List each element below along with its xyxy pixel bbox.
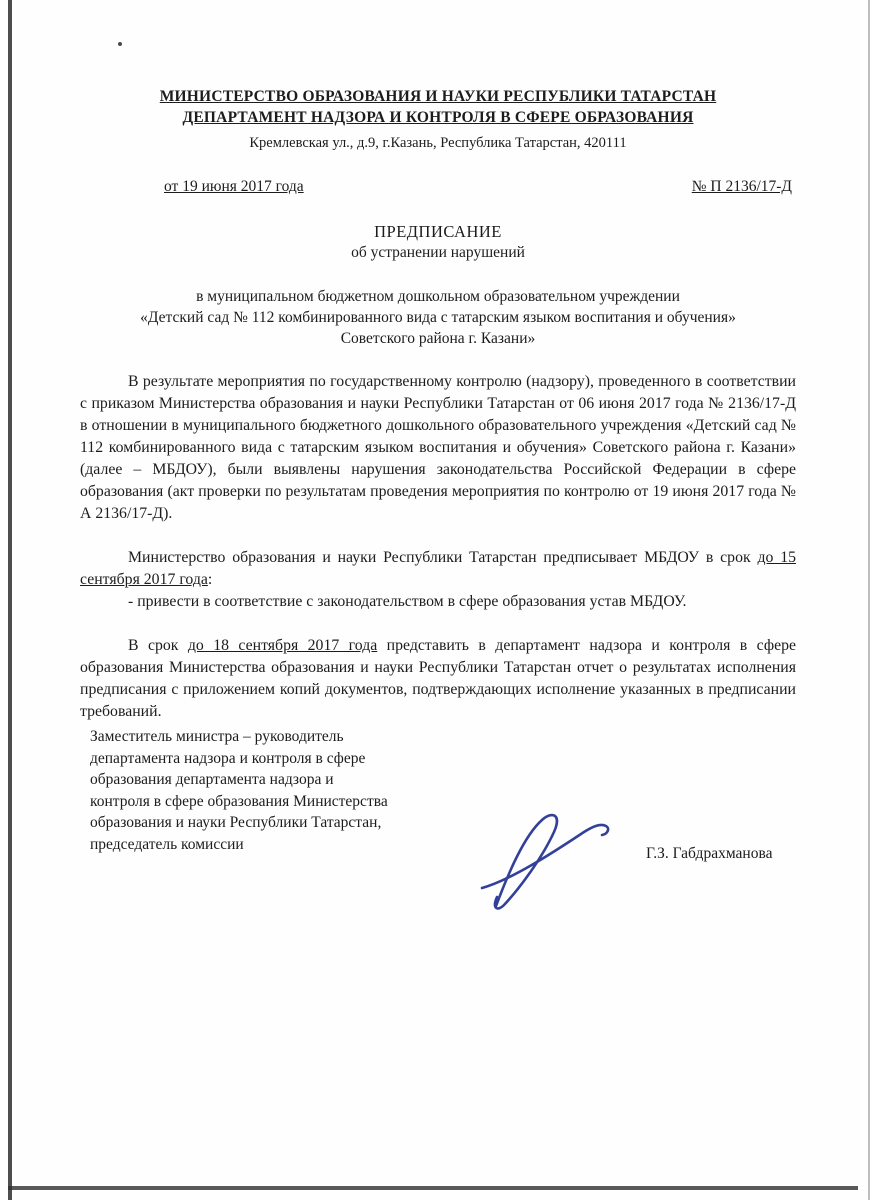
paragraph-2-lead: Министерство образования и науки Республики Татарстан предписывает МБДОУ в срок <box>128 549 758 566</box>
scan-speck <box>118 42 122 46</box>
scan-edge-right <box>868 0 870 1200</box>
scan-edge-left <box>8 0 12 1200</box>
addressee-line-2: «Детский сад № 112 комбинированного вида с татарским языком воспитания и обучения» <box>140 309 736 326</box>
address-line: Кремлевская ул., д.9, г.Казань, Республика Татарстан, 420111 <box>249 135 627 151</box>
document-number: № П 2136/17-Д <box>691 178 792 195</box>
document-subtitle: об устранении нарушений <box>351 244 525 261</box>
paragraph-3-deadline: до 18 сентября 2017 года <box>187 637 378 654</box>
scan-edge-bottom <box>8 1186 858 1190</box>
addressee-line-1: в муниципальном бюджетном дошкольном образовательном учреждении <box>196 288 680 305</box>
title-block <box>80 222 796 262</box>
paragraph-3-lead: В срок <box>128 637 188 654</box>
paragraph-2-deadline: до 15 сентября 2017 года <box>80 549 796 588</box>
document-title: ПРЕДПИСАНИЕ <box>374 222 502 241</box>
signature-scribble <box>472 808 627 913</box>
department-name: ДЕПАРТАМЕНТ НАДЗОРА И КОНТРОЛЯ В СФЕРЕ ОБРАЗОВАНИЯ <box>182 109 694 126</box>
body-paragraph-1: В результате мероприятия по государственному контролю (надзору), проведенного в соответствии с приказом Министерства образования и науки Республики Татарстан от 06 июня 2017 года № 2136/17-Д в отношении в муниципального бюджетного дошкольного образовательного учреждения «Детский сад № 112 комбинированного вида с татарским языком воспитания и обучения» Советского района г. Казани» (далее – МБДОУ), были выявлены нарушения законодательства Российской Федерации в сфере образования (акт проверки по результатам проведения мероприятия по контролю от 19 июня 2017 года № А 2136/17-Д). <box>80 373 796 522</box>
ministry-name: МИНИСТЕРСТВО ОБРАЗОВАНИЯ И НАУКИ РЕСПУБЛИКИ ТАТАРСТАН <box>159 88 717 105</box>
addressee-line-3: Советского района г. Казани» <box>340 330 536 347</box>
signatory-position: Заместитель министра – руководитель департамента надзора и контроля в сфере образования департамента надзора и контроля в сфере образования Министерства образования и науки Республики Татарстан, председатель комиссии <box>90 728 388 853</box>
addressee-block <box>80 286 796 349</box>
meta-row <box>80 178 796 196</box>
document-content <box>80 86 796 723</box>
document-header <box>80 86 796 152</box>
signatory-name: Г.З. Габдрахманова <box>646 845 773 862</box>
paragraph-3-tail: представить в департамент надзора и контроля в сфере образования Министерства образования и науки Республики Татарстан отчет о результатах исполнения предписания с приложением копий документов, подтверждающих исполнение указанных в предписании требований. <box>80 637 797 720</box>
paragraph-2-tail: : <box>207 571 213 588</box>
body-paragraph-2 <box>80 547 796 591</box>
body-paragraph-3 <box>80 635 796 723</box>
document-date: от 19 июня 2017 года <box>164 178 304 195</box>
body-paragraph-2-item: - привести в соответствие с законодательством в сфере образования устав МБДОУ. <box>128 593 687 610</box>
